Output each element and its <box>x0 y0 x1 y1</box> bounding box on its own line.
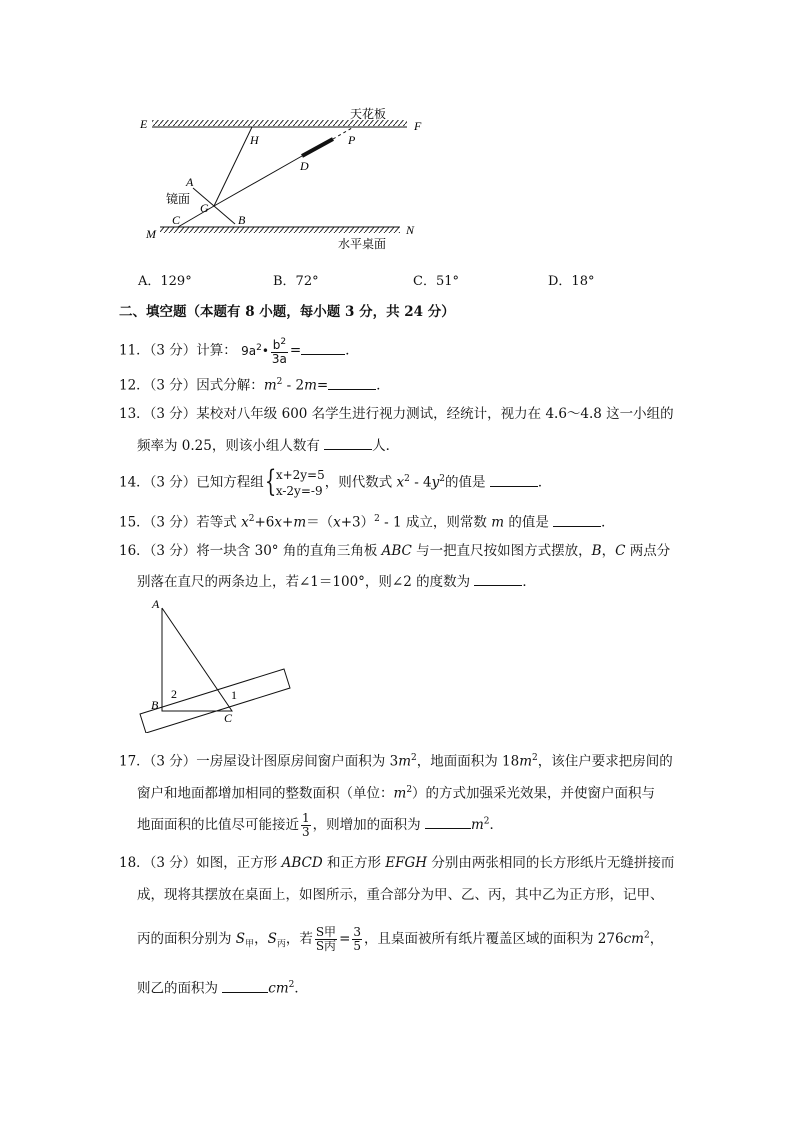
label-angle-2: 2 <box>171 687 177 701</box>
q14-minus: - 4 <box>409 474 432 491</box>
q11-prefix: 11．（3 分）计算： <box>119 342 237 359</box>
label-h: H <box>250 133 259 147</box>
label-n: N <box>406 223 415 237</box>
q17-e1: 2 <box>411 753 417 763</box>
label-e: E <box>140 117 148 131</box>
section-title: 二、填空题（本题有 8 小题，每小题 3 分，共 24 分） <box>119 304 455 320</box>
q15-plus6: +6 <box>254 514 275 531</box>
laser-segment <box>302 139 333 156</box>
q17-m4: m <box>470 817 484 833</box>
q18-answer-blank[interactable] <box>222 980 268 993</box>
q17-e4: 2 <box>483 816 490 827</box>
label-mirror: 镜面 <box>166 192 191 206</box>
q18-text-a: 18．（3 分）如图，正方形 <box>119 855 282 871</box>
question-18-line-1 <box>119 854 679 872</box>
q15-m: m <box>293 514 307 531</box>
q13-answer-blank[interactable] <box>324 437 372 450</box>
label-f: F <box>414 119 422 133</box>
q15-eq: ＝（ <box>306 514 334 531</box>
question-18-line-4 <box>137 976 697 998</box>
q17-text-g: ，则增加的面积为 <box>312 817 425 833</box>
q17-text-f: 地面面积的比值尽可能接近 <box>137 817 299 833</box>
q18-abcd: ABCD <box>281 855 323 871</box>
q18-text-c: 分别由两张相同的长方形纸片无缝拼接而 <box>427 855 675 871</box>
q11-den: 3a <box>271 352 287 366</box>
q17-text-d: 窗户和地面都增加相同的整数面积（单位： <box>137 785 394 802</box>
q18-text-e: ，若 <box>285 931 313 947</box>
figure-mirror-reflection <box>130 100 430 260</box>
label-angle-1: 1 <box>231 688 237 702</box>
q14-tail: 的值是 <box>445 474 490 491</box>
q18-sub2: 丙 <box>276 939 286 950</box>
label-p: P <box>348 133 356 147</box>
q14-brace: { <box>264 464 277 499</box>
q11-eq: = <box>289 342 302 359</box>
q17-m3: m <box>393 785 407 802</box>
q17-end: ． <box>489 817 503 833</box>
q18-end: ． <box>294 980 308 997</box>
q15-x3: x <box>333 514 341 531</box>
q16-c: C <box>615 543 626 559</box>
q13-text: 频率为 0.25，则该小组人数有 <box>137 438 325 454</box>
q18-sub1: 甲 <box>245 939 255 950</box>
q14-e1: 2 <box>404 474 410 484</box>
q18-text-g: ， <box>649 931 664 947</box>
q11-num-exp: 2 <box>280 337 287 347</box>
q11-num: b <box>272 338 281 352</box>
q15-plus3: +3） <box>340 514 375 531</box>
label-ceiling: 天花板 <box>350 107 387 121</box>
q12-mid: - 2 <box>282 377 305 394</box>
question-16-line-2 <box>137 573 697 591</box>
q17-fraction-num: 1 <box>302 811 310 825</box>
q14-y: y <box>431 474 440 491</box>
q16-comma: ， <box>601 543 616 559</box>
q12-m2: m <box>304 377 317 394</box>
desk-hatch <box>160 227 400 233</box>
q14-end: ． <box>537 474 552 491</box>
q14-prefix: 14．（3 分）已知方程组 <box>119 474 264 491</box>
q18-s1: S <box>235 931 246 947</box>
question-15 <box>119 510 679 532</box>
q17-m1: m <box>398 753 412 770</box>
question-11 <box>119 336 679 366</box>
q12-end: ． <box>376 377 390 394</box>
q17-text-c: ，该住户要求把房间的 <box>537 753 673 770</box>
answer-options <box>138 270 738 290</box>
line-gh <box>214 127 252 206</box>
q18-value-den: 5 <box>353 939 362 953</box>
q14-equation-system <box>264 464 325 499</box>
q15-prefix: 15．（3 分）若等式 <box>119 514 242 531</box>
q18-ratio-num: S甲 <box>315 925 337 939</box>
q15-tail2: 的值是 <box>504 514 554 531</box>
q16-text-b: 与一把直尺按如图方式摆放， <box>411 543 592 559</box>
label-m: M <box>146 227 156 241</box>
question-14 <box>119 464 679 499</box>
q15-m2: m <box>491 514 505 531</box>
figure-triangle-ruler <box>135 593 295 733</box>
question-18-line-3 <box>137 926 697 954</box>
q13-end: 人． <box>372 438 400 454</box>
question-17-line-1 <box>119 749 679 771</box>
option-b[interactable]: B．72° <box>273 274 319 289</box>
q12-eq: = <box>316 377 329 394</box>
q18-eq: = <box>339 931 351 947</box>
q16-text-d: 别落在直尺的两条边上，若∠1＝100°，则∠2 的度数为 <box>137 574 475 590</box>
q14-eq2: x-2y=-9 <box>275 484 323 498</box>
label-desk: 水平桌面 <box>338 237 387 251</box>
label-g: G <box>200 201 209 215</box>
option-a[interactable]: A．129° <box>138 274 192 289</box>
q14-e2: 2 <box>439 474 446 484</box>
q14-eq1: x+2y=5 <box>275 468 325 482</box>
q17-text-e: ）的方式加强采光效果，并使窗户面积与 <box>412 785 656 802</box>
question-12 <box>119 373 679 395</box>
q14-mid: ，则代数式 <box>324 474 397 491</box>
label-a2: A <box>152 597 160 611</box>
q17-e3: 2 <box>406 785 413 795</box>
q15-tail: - 1 成立，则常数 <box>379 514 492 531</box>
q15-end: ． <box>601 514 615 531</box>
q11-term: 9a <box>241 343 257 358</box>
q18-cm: cm <box>623 931 644 947</box>
label-c2: C <box>224 711 233 725</box>
label-b: B <box>238 213 246 227</box>
label-b2: B <box>151 698 159 712</box>
question-16-line-1 <box>119 542 679 560</box>
q18-text-d: 丙的面积分别为 <box>137 931 236 947</box>
q18-e2: 2 <box>288 980 295 990</box>
q18-ratio-den: S丙 <box>315 939 337 953</box>
q15-e2: 2 <box>374 514 380 524</box>
q18-text-h: 则乙的面积为 <box>137 980 223 997</box>
label-c: C <box>172 213 181 227</box>
question-13-line-2 <box>137 437 697 455</box>
q11-expr <box>241 337 290 366</box>
q15-answer-blank[interactable] <box>553 514 601 527</box>
q18-cm2: cm <box>268 980 289 997</box>
q16-end: ． <box>522 574 536 590</box>
q17-fraction-den: 3 <box>302 825 310 839</box>
q11-fraction <box>271 336 288 366</box>
q16-abc: ABC <box>381 543 412 559</box>
option-c[interactable]: C．51° <box>413 274 459 289</box>
q18-e1: 2 <box>643 930 650 941</box>
q18-sep: ， <box>254 931 268 947</box>
q15-x1: x <box>241 514 249 531</box>
line-gd <box>214 156 302 206</box>
q18-text-f: ，且桌面被所有纸片覆盖区域的面积为 276 <box>364 931 624 947</box>
q11-end: ． <box>345 342 359 359</box>
q18-s2: S <box>267 931 277 947</box>
q18-value-num: 3 <box>353 925 362 939</box>
q16-b: B <box>591 543 602 559</box>
label-a: A <box>186 175 194 189</box>
q17-m2: m <box>519 753 533 770</box>
question-17-line-2 <box>137 781 697 803</box>
question-13-line-1: 13．（3 分）某校对八年级 600 名学生进行视力测试，经统计，视力在 4.6～4.8 这一小组的 <box>119 406 674 422</box>
q18-ratio-fraction <box>315 926 337 953</box>
q16-text-c: 两点分 <box>625 543 671 559</box>
q17-text-a: 17．（3 分）一房屋设计图原房间窗户面积为 3 <box>119 753 399 770</box>
q12-e1: 2 <box>276 377 283 387</box>
q16-text-a: 16．（3 分）将一块含 30° 角的直角三角板 <box>119 543 382 559</box>
q17-answer-blank[interactable] <box>425 816 471 829</box>
q17-e2: 2 <box>532 753 538 763</box>
q11-dot: • <box>261 343 269 358</box>
q15-e1: 2 <box>248 514 255 524</box>
q18-text-b: 和正方形 <box>322 855 386 871</box>
q14-answer-blank[interactable] <box>490 474 538 487</box>
label-d: D <box>300 159 309 173</box>
question-18-line-2: 成，现将其摆放在桌面上，如图所示，重合部分为甲、乙、丙，其中乙为正方形，记甲、 <box>137 887 664 903</box>
q11-exp: 2 <box>256 342 262 353</box>
q18-efgh: EFGH <box>385 855 428 871</box>
q18-value-fraction <box>352 926 362 953</box>
q12-m1: m <box>263 377 277 394</box>
q16-answer-blank[interactable] <box>474 573 522 586</box>
q12-prefix: 12．（3 分）因式分解： <box>119 377 264 394</box>
q17-text-b: ，地面面积为 18 <box>416 753 520 770</box>
q15-plus: + <box>282 514 294 531</box>
q17-fraction <box>301 812 311 839</box>
q15-x2: x <box>274 514 282 531</box>
q14-x: x <box>396 474 405 491</box>
q12-answer-blank[interactable] <box>328 377 376 390</box>
q11-answer-blank[interactable] <box>301 342 345 355</box>
option-d[interactable]: D．18° <box>548 274 595 289</box>
question-17-line-3 <box>137 812 697 839</box>
